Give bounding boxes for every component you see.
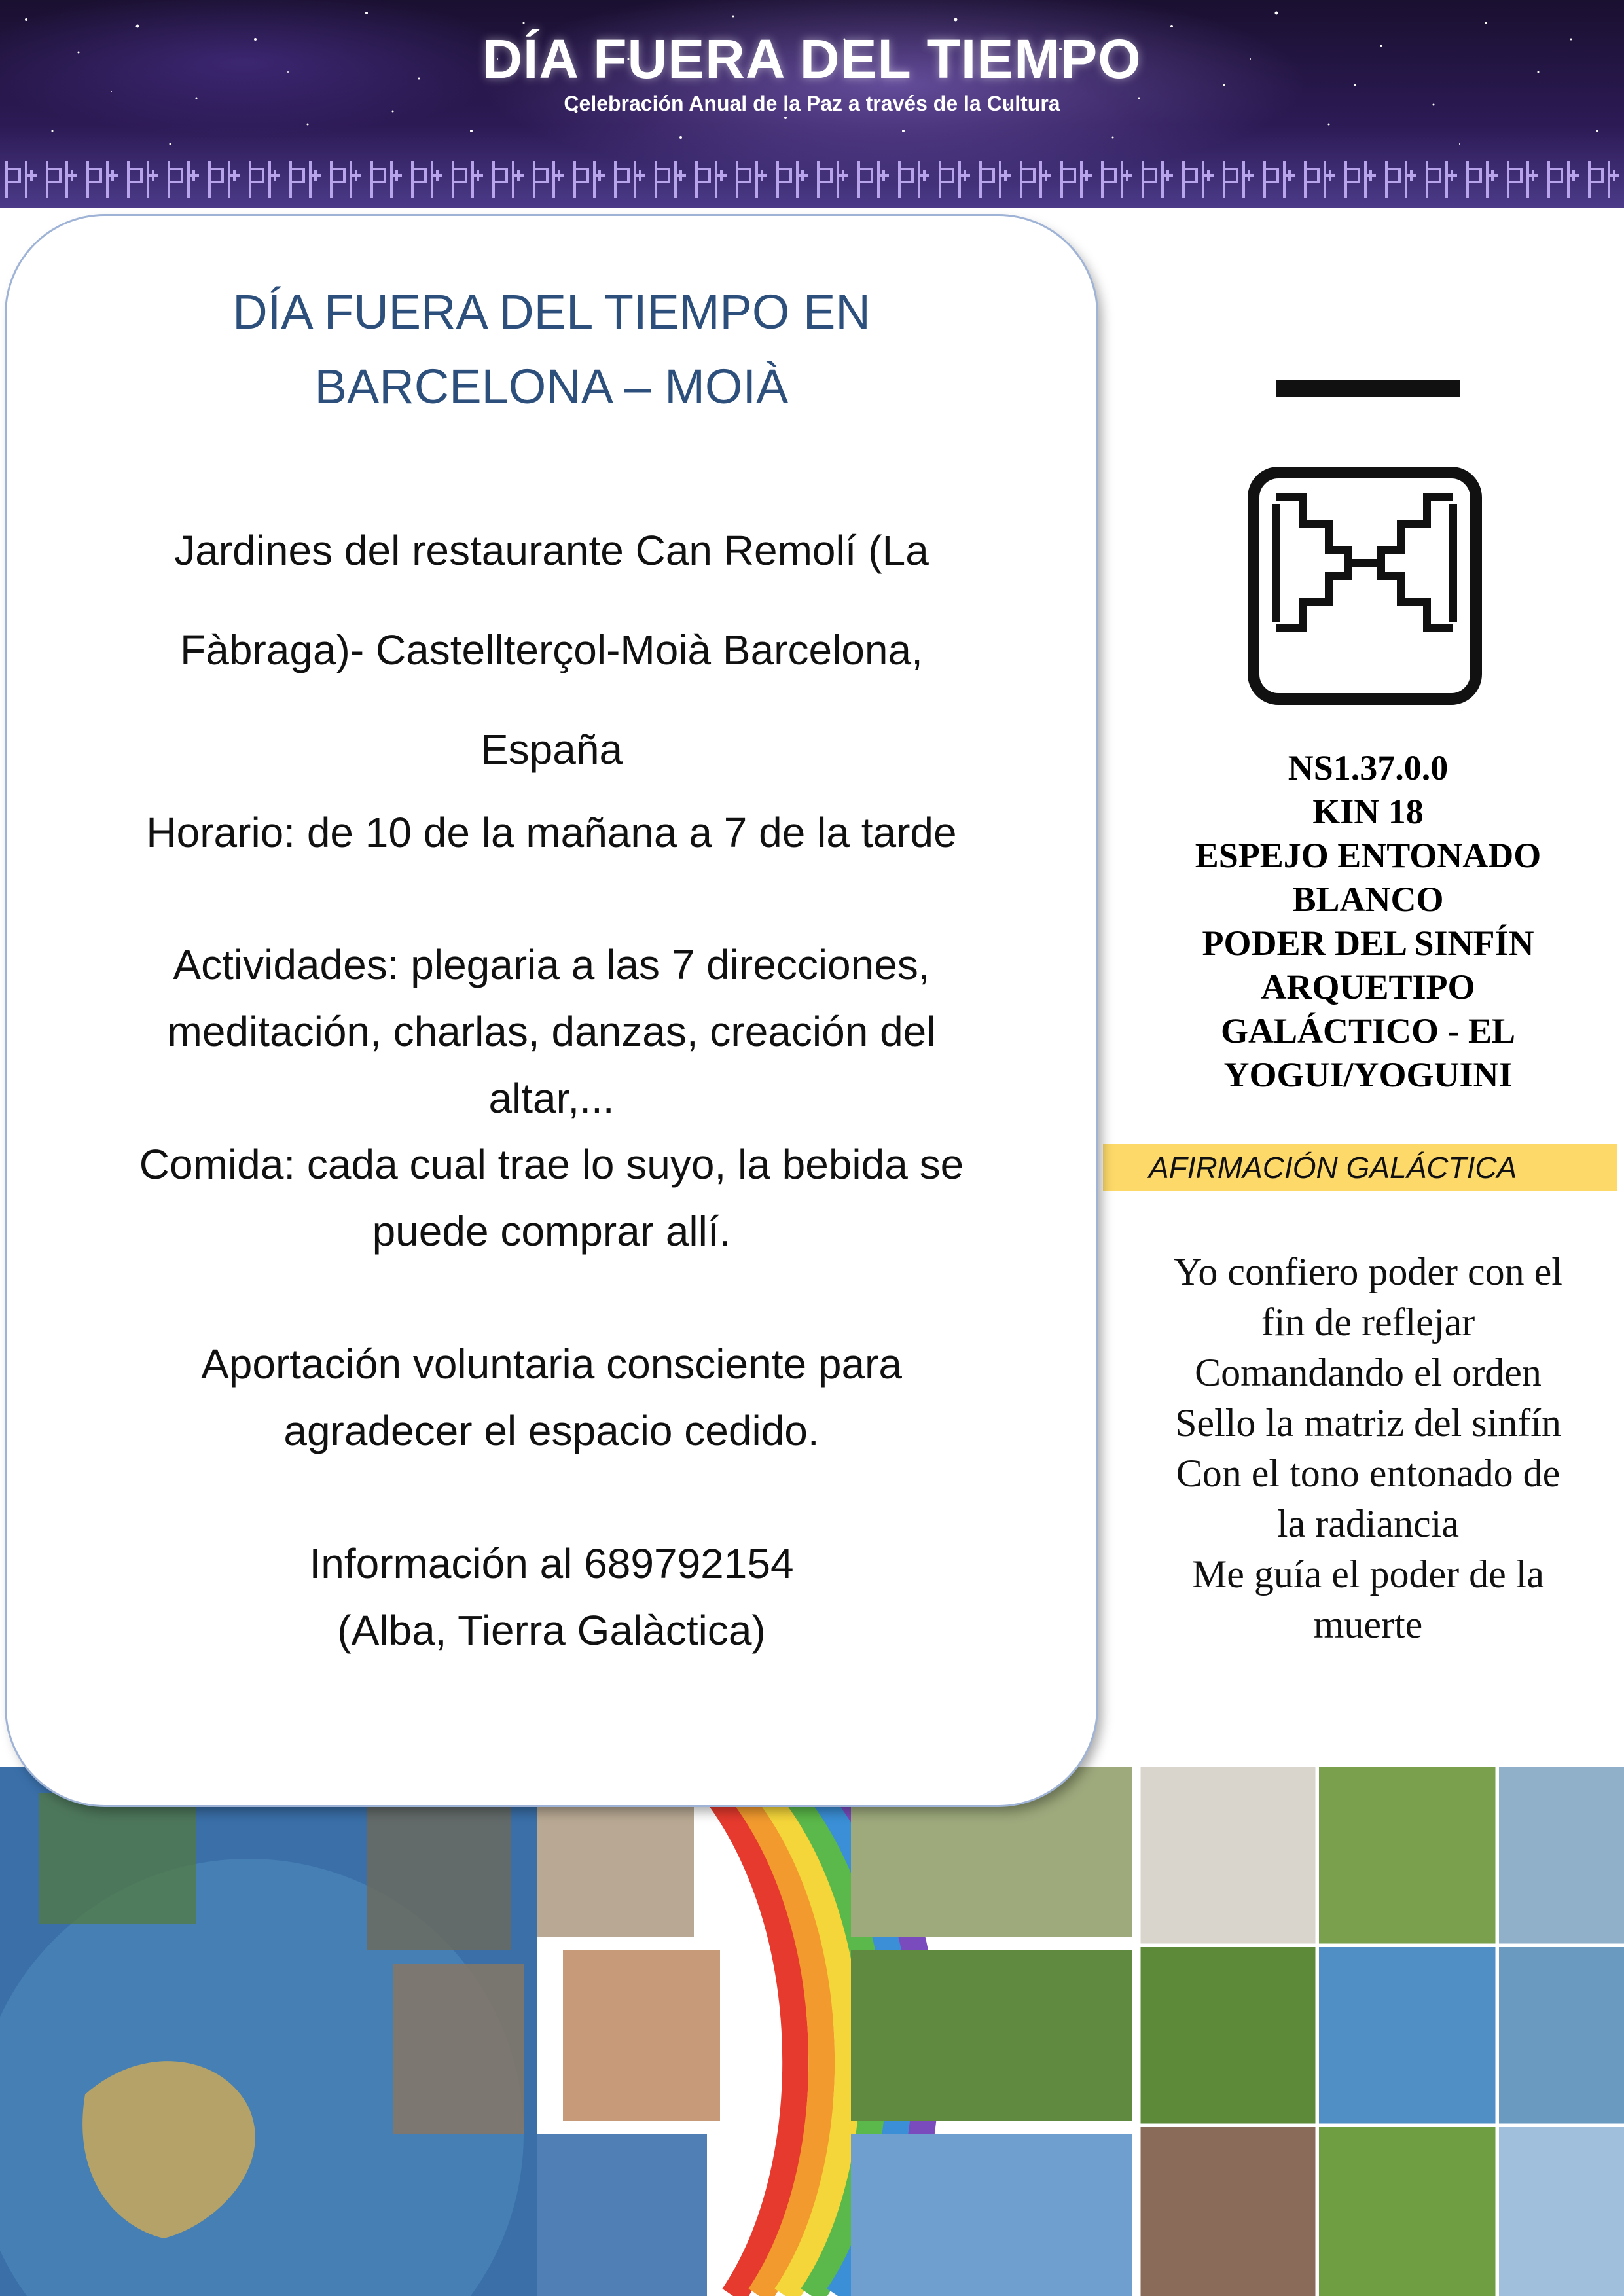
- photo-tile: [1139, 1947, 1316, 2124]
- kin-line: ARQUETIPO: [1261, 967, 1475, 1007]
- photo-tile: [367, 1806, 511, 1950]
- event-contribution: [33, 1331, 1070, 1464]
- activities-line: meditación, charlas, danzas, creación del: [167, 1008, 936, 1055]
- photo-tile: [1319, 1947, 1496, 2124]
- affirmation-line: fin de reflejar: [1261, 1300, 1475, 1344]
- event-title-line-2: BARCELONA – MOIÀ: [314, 359, 789, 414]
- affirmation-line: Me guía el poder de la: [1191, 1552, 1545, 1596]
- photo-tile: [1139, 2127, 1316, 2296]
- kin-line: PODER DEL SINFÍN: [1202, 924, 1534, 963]
- header-title: DÍA FUERA DEL TIEMPO: [482, 28, 1142, 90]
- location-line: España: [480, 726, 623, 773]
- header-subtitle: Celebración Anual de la Paz a través de la Cultura: [564, 92, 1060, 115]
- photo-tile: [851, 1950, 1132, 2121]
- kin-line: ESPEJO ENTONADO: [1195, 836, 1542, 875]
- kin-line: NS1.37.0.0: [1288, 748, 1449, 787]
- event-food: [33, 1131, 1070, 1265]
- affirmation-line: la radiancia: [1276, 1502, 1460, 1545]
- glyph-pattern-strip: [0, 156, 1624, 203]
- photo-collage: [0, 1767, 1624, 2296]
- location-line: Fàbraga)- Castellterçol-Moià Barcelona,: [180, 626, 923, 673]
- affirmation-text: [1113, 1247, 1623, 1650]
- photo-tile: [1319, 1767, 1496, 1944]
- food-line: Comida: cada cual trae lo suyo, la bebida se: [139, 1141, 964, 1188]
- photo-tile: [537, 2134, 707, 2296]
- event-hours: Horario: de 10 de la mañana a 7 de la tarde: [146, 809, 957, 856]
- mirror-seal-glyph-icon: [1244, 380, 1492, 707]
- photo-tile: [1499, 1947, 1624, 2124]
- photo-tile: [1139, 1767, 1316, 1944]
- contact-line: (Alba, Tierra Galàctica): [337, 1607, 766, 1654]
- kin-line: KIN 18: [1312, 792, 1424, 831]
- affirmation-line: Sello la matriz del sinfín: [1175, 1401, 1561, 1444]
- photo-tile: [563, 1950, 720, 2121]
- header-banner: [0, 0, 1624, 208]
- contribution-line: agradecer el espacio cedido.: [283, 1407, 820, 1454]
- event-title: [7, 275, 1096, 424]
- affirmation-line: Yo confiero poder con el: [1174, 1250, 1562, 1293]
- photo-tile: [1319, 2127, 1496, 2296]
- kin-line: YOGUI/YOGUINI: [1223, 1055, 1513, 1094]
- photo-tile: [1499, 1767, 1624, 1944]
- photo-tile: [1499, 2127, 1624, 2296]
- kin-info: [1113, 746, 1623, 1097]
- event-location: [33, 501, 1070, 799]
- contact-line: Información al 689792154: [309, 1540, 794, 1587]
- event-activities: [33, 931, 1070, 1132]
- event-title-line-1: DÍA FUERA DEL TIEMPO EN: [232, 285, 871, 339]
- photo-tile: [393, 1964, 524, 2134]
- photo-tile: [851, 2134, 1132, 2296]
- location-line: Jardines del restaurante Can Remolí (La: [174, 527, 929, 574]
- contribution-line: Aportación voluntaria consciente para: [201, 1340, 902, 1388]
- event-contact-info: [33, 1530, 1070, 1664]
- affirmation-label-bar: [1103, 1144, 1617, 1191]
- photo-tile: [39, 1793, 196, 1924]
- affirmation-line: Con el tono entonado de: [1176, 1452, 1561, 1495]
- activities-line: Actividades: plegaria a las 7 direcciones,: [173, 941, 930, 988]
- kin-line: BLANCO: [1292, 880, 1444, 919]
- affirmation-line: muerte: [1313, 1603, 1423, 1646]
- affirmation-line: Comandando el orden: [1195, 1351, 1542, 1394]
- kin-line: GALÁCTICO - EL: [1220, 1011, 1516, 1050]
- event-info-panel: [7, 216, 1096, 1805]
- food-line: puede comprar allí.: [372, 1208, 731, 1255]
- activities-line: altar,...: [488, 1075, 615, 1122]
- affirmation-label: AFIRMACIÓN GALÁCTICA: [1149, 1151, 1517, 1185]
